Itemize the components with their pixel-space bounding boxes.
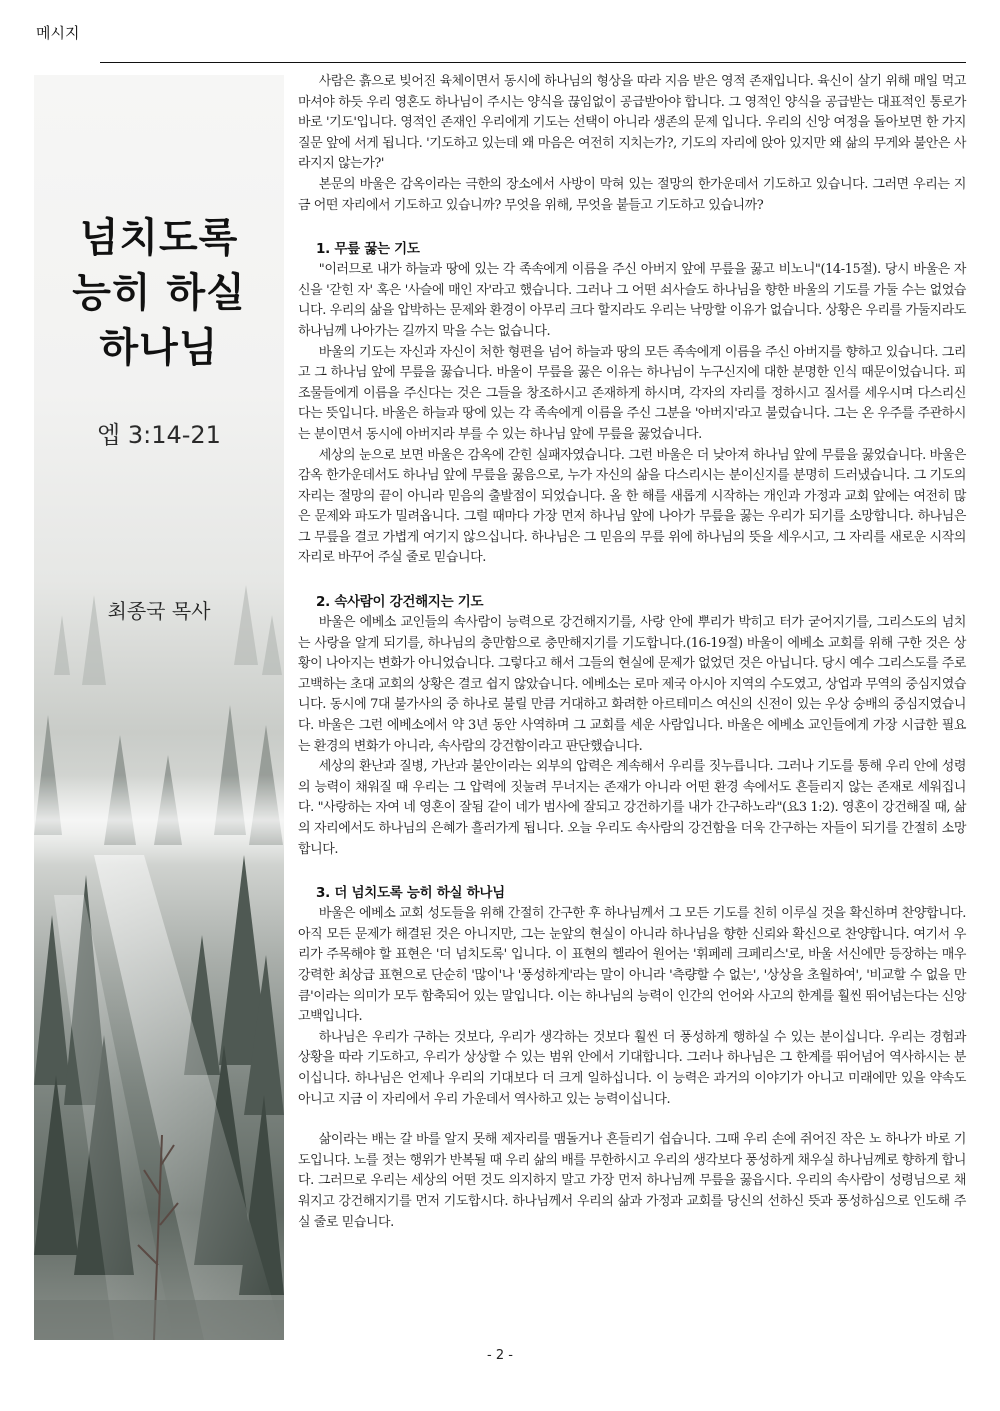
closing-paragraph: 삶이라는 배는 갈 바를 알지 못해 제자리를 맴돌거나 흔들리기 쉽습니다. 그때 우리 손에 쥐어진 작은 노 하나가 바로 기도입니다. 노를 젓는 행위가 반복될 때 우리 삶의 배를 무한하시고 우리의 생각보다 풍성하게 채우실 하나님께로 향하게 합니다. 그러므로 우리는 세상의 어떤 것도 의지하지 말고 가장 먼저 하나님께 무릎을 꿇읍시다. 우리의 속사람이 성령님으로 채워지고 강건해지기를 먼저 기도합시다. 하나님께서 우리의 삶과 가정과 교회를 당신의 선하신 뜻과 풍성하심으로 인도해 주실 줄로 믿습니다. (298, 1132, 967, 1230)
intro-paragraph: 사람은 흙으로 빚어진 육체이면서 동시에 하나님의 형상을 따라 지음 받은 영적 존재입니다. 육신이 살기 위해 매일 먹고 마셔야 하듯 우리 영혼도 하나님이 주시는 양식을 끊임없이 공급받아야 합니다. 그 영적인 양식을 공급받는 대표적인 통로가 바로 '기도'입니다. 영적인 존재인 우리에게 기도는 선택이 아니라 생존의 문제 입니다. 우리의 신앙 여정을 돌아보면 한 가지 질문 앞에 서게 됩니다. '기도하고 있는데 왜 마음은 여전히 지치는가?, 기도의 자리에 앉아 있지만 왜 삶의 무게와 불안은 사라지지 않는가?' (298, 74, 966, 172)
section-heading: 2. 속사람이 강건해지는 기도 (316, 594, 484, 611)
section-heading: 3. 더 넘치도록 능히 하실 하나님 (316, 885, 505, 902)
body-paragraph: 바울은 에베소 교인들의 속사람이 능력으로 강건해지기를, 사랑 안에 뿌리가 박히고 터가 굳어지기를, 그리스도의 넘치는 사랑을 알게 되기를, 하나님의 충만함으로 충만해지기를 기도합니다.(16-19절) 바울이 에베소 교회를 위해 구한 것은 상황이 나아지는 변화가 아니었습니다. 그렇다고 해서 그들의 현실에 문제가 없었던 것은 아닙니다. 당시 예수 그리스도를 주로 고백하는 초대 교회의 상황은 결코 쉽지 않았습니다. 에베소는 로마 제국 아시아 지역의 수도였고, 상업과 무역의 중심지였습니다. 동시에 7대 불가사의 중 하나로 불릴 만큼 거대하고 화려한 아르테미스 여신의 신전이 있는 우상 숭배의 중심지였습니다. 바울은 그런 에베소에서 약 3년 동안 사역하며 그 교회를 세운 사람입니다. 바울은 에베소 교인들에게 가장 시급한 필요는 환경의 변화가 아니라, 속사람의 강건함이라고 판단했습니다. (298, 615, 967, 754)
scripture-reference: 엡 3:14-21 (97, 421, 221, 449)
sermon-body (298, 72, 966, 1233)
body-paragraph: 세상의 환난과 질병, 가난과 불안이라는 외부의 압력은 계속해서 우리를 짓누릅니다. 그러나 기도를 통해 우리 안에 성령의 능력이 채워질 때 우리는 그 압력에 짓눌려 무너지는 존재가 아니라 어떤 환경 속에서도 흔들리지 않는 존재로 세워집니다. "사랑하는 자여 네 영혼이 잘됨 같이 네가 범사에 잘되고 강건하기를 내가 간구하노라"(요3 1:2). 영혼이 강건해질 때, 삶의 자리에서도 하나님의 은혜가 흘러가게 됩니다. 오늘 우리도 속사람의 강건함을 더욱 간구하는 자들이 되기를 간절히 소망합니다. (298, 759, 966, 857)
body-paragraph: 하나님은 우리가 구하는 것보다, 우리가 생각하는 것보다 훨씬 더 풍성하게 행하실 수 있는 분이십니다. 우리는 경험과 상황을 따라 기도하고, 우리가 상상할 수 있는 범위 안에서 기대합니다. 그러나 하나님은 그 한계를 뛰어넘어 역사하시는 분이십니다. 하나님은 언제나 우리의 기대보다 더 크게 일하십니다. 이 능력은 과거의 이야기가 아니고 미래에만 있을 약속도 아니고 지금 이 자리에서 우리 가운데서 역사하고 있는 능력이십니다. (298, 1029, 966, 1107)
section-label: 메시지 (36, 24, 80, 42)
body-paragraph: "이러므로 내가 하늘과 땅에 있는 각 족속에게 이름을 주신 아버지 앞에 무릎을 꿇고 비노니"(14-15절). 당시 바울은 자신을 '갇힌 자' 혹은 '사슬에 매인 자'라고 했습니다. 그러나 그 어떤 쇠사슬도 하나님을 향한 바울의 기도를 가둘 수는 없었습니다. 우리의 삶을 압박하는 문제와 환경이 아무리 크다 할지라도 우리는 낙망할 이유가 없습니다. 상황은 우리를 가둘지라도 하나님께 나아가는 길까지 막을 수는 없습니다. (298, 262, 967, 339)
page-number: - 2 - (487, 1348, 513, 1363)
misty-forest-banner (34, 75, 284, 1340)
body-paragraph: 바울은 에베소 교회 성도들을 위해 간절히 간구한 후 하나님께서 그 모든 기도를 친히 이루실 것을 확신하며 찬양합니다. 아직 모든 문제가 해결된 것은 아니지만, 그는 눈앞의 현실이 아니라 하나님을 향한 신뢰와 확신으로 찬양합니다. 여기서 우리가 주목해야 할 표현은 '더 넘치도록' 입니다. 이 표현의 헬라어 원어는 '휘페레 크페리스'로, 바울 서신에만 등장하는 매우 강력한 최상급 표현으로 단순히 '많이'나 '풍성하게'라는 말이 아니라 '측량할 수 없는', '상상을 초월하여', '비교할 수 없을 만큼'이라는 의미가 모두 함축되어 있는 말입니다. 이는 하나님의 능력이 인간의 언어와 사고의 한계를 훨씬 뛰어넘는다는 신앙 고백입니다. (298, 906, 966, 1025)
header-rule (100, 62, 966, 63)
paragraph-gap (298, 1110, 966, 1130)
intro-paragraph: 본문의 바울은 감옥이라는 극한의 장소에서 사방이 막혀 있는 절망의 한가운데서 기도하고 있습니다. 그러면 우리는 지금 어떤 자리에서 기도하고 있습니까? 무엇을 위해, 무엇을 붙들고 기도하고 있습니까? (298, 176, 966, 213)
author-name: 최종국 목사 (107, 599, 211, 623)
body-paragraph: 바울의 기도는 자신과 자신이 처한 형편을 넘어 하늘과 땅의 모든 족속에게 이름을 주신 아버지를 향하고 있습니다. 그리고 그 하나님 앞에 무릎을 꿇습니다. 바울이 무릎을 꿇은 이유는 하나님이 누구신지에 대한 분명한 인식 때문이었습니다. 피조물들에게 이름을 주신다는 것은 그들을 창조하시고 존재하게 하시며, 각자의 자리를 정하시고 질서를 세우시며 다스리신다는 뜻입니다. 바울은 하늘과 땅에 있는 각 족속에게 이름을 주신 그분을 '아버지'라고 불렀습니다. 그는 온 우주를 주관하시는 분이면서 동시에 아버지라 부를 수 있는 하나님 앞에 무릎을 꿇었습니다. (298, 344, 966, 442)
body-paragraph: 세상의 눈으로 보면 바울은 감옥에 갇힌 실패자였습니다. 그런 바울은 더 낮아져 하나님 앞에 무릎을 꿇었습니다. 바울은 감옥 한가운데서도 하나님 앞에 무릎을 꿇음으로, 누가 자신의 삶을 다스리시는 분이신지를 분명히 드러냈습니다. 그 기도의 자리는 절망의 끝이 아니라 믿음의 출발점이 되었습니다. 올 한 해를 새롭게 시작하는 개인과 가정과 교회 앞에는 여전히 많은 문제와 파도가 밀려옵니다. 그럴 때마다 가장 먼저 하나님 앞에 나아가 무릎을 꿇는 우리가 되기를 소망합니다. 하나님은 그 무릎을 결코 가볍게 여기지 않으십니다. 하나님은 그 믿음의 무릎 위에 하나님의 뜻을 세우시고, 그 자리를 새로운 시작의 자리로 바꾸어 주실 줄로 믿습니다. (298, 447, 966, 566)
section-heading: 1. 무릎 꿇는 기도 (316, 241, 420, 258)
sermon-title: 넘치도록 능히 하실 하나님 (72, 215, 246, 371)
